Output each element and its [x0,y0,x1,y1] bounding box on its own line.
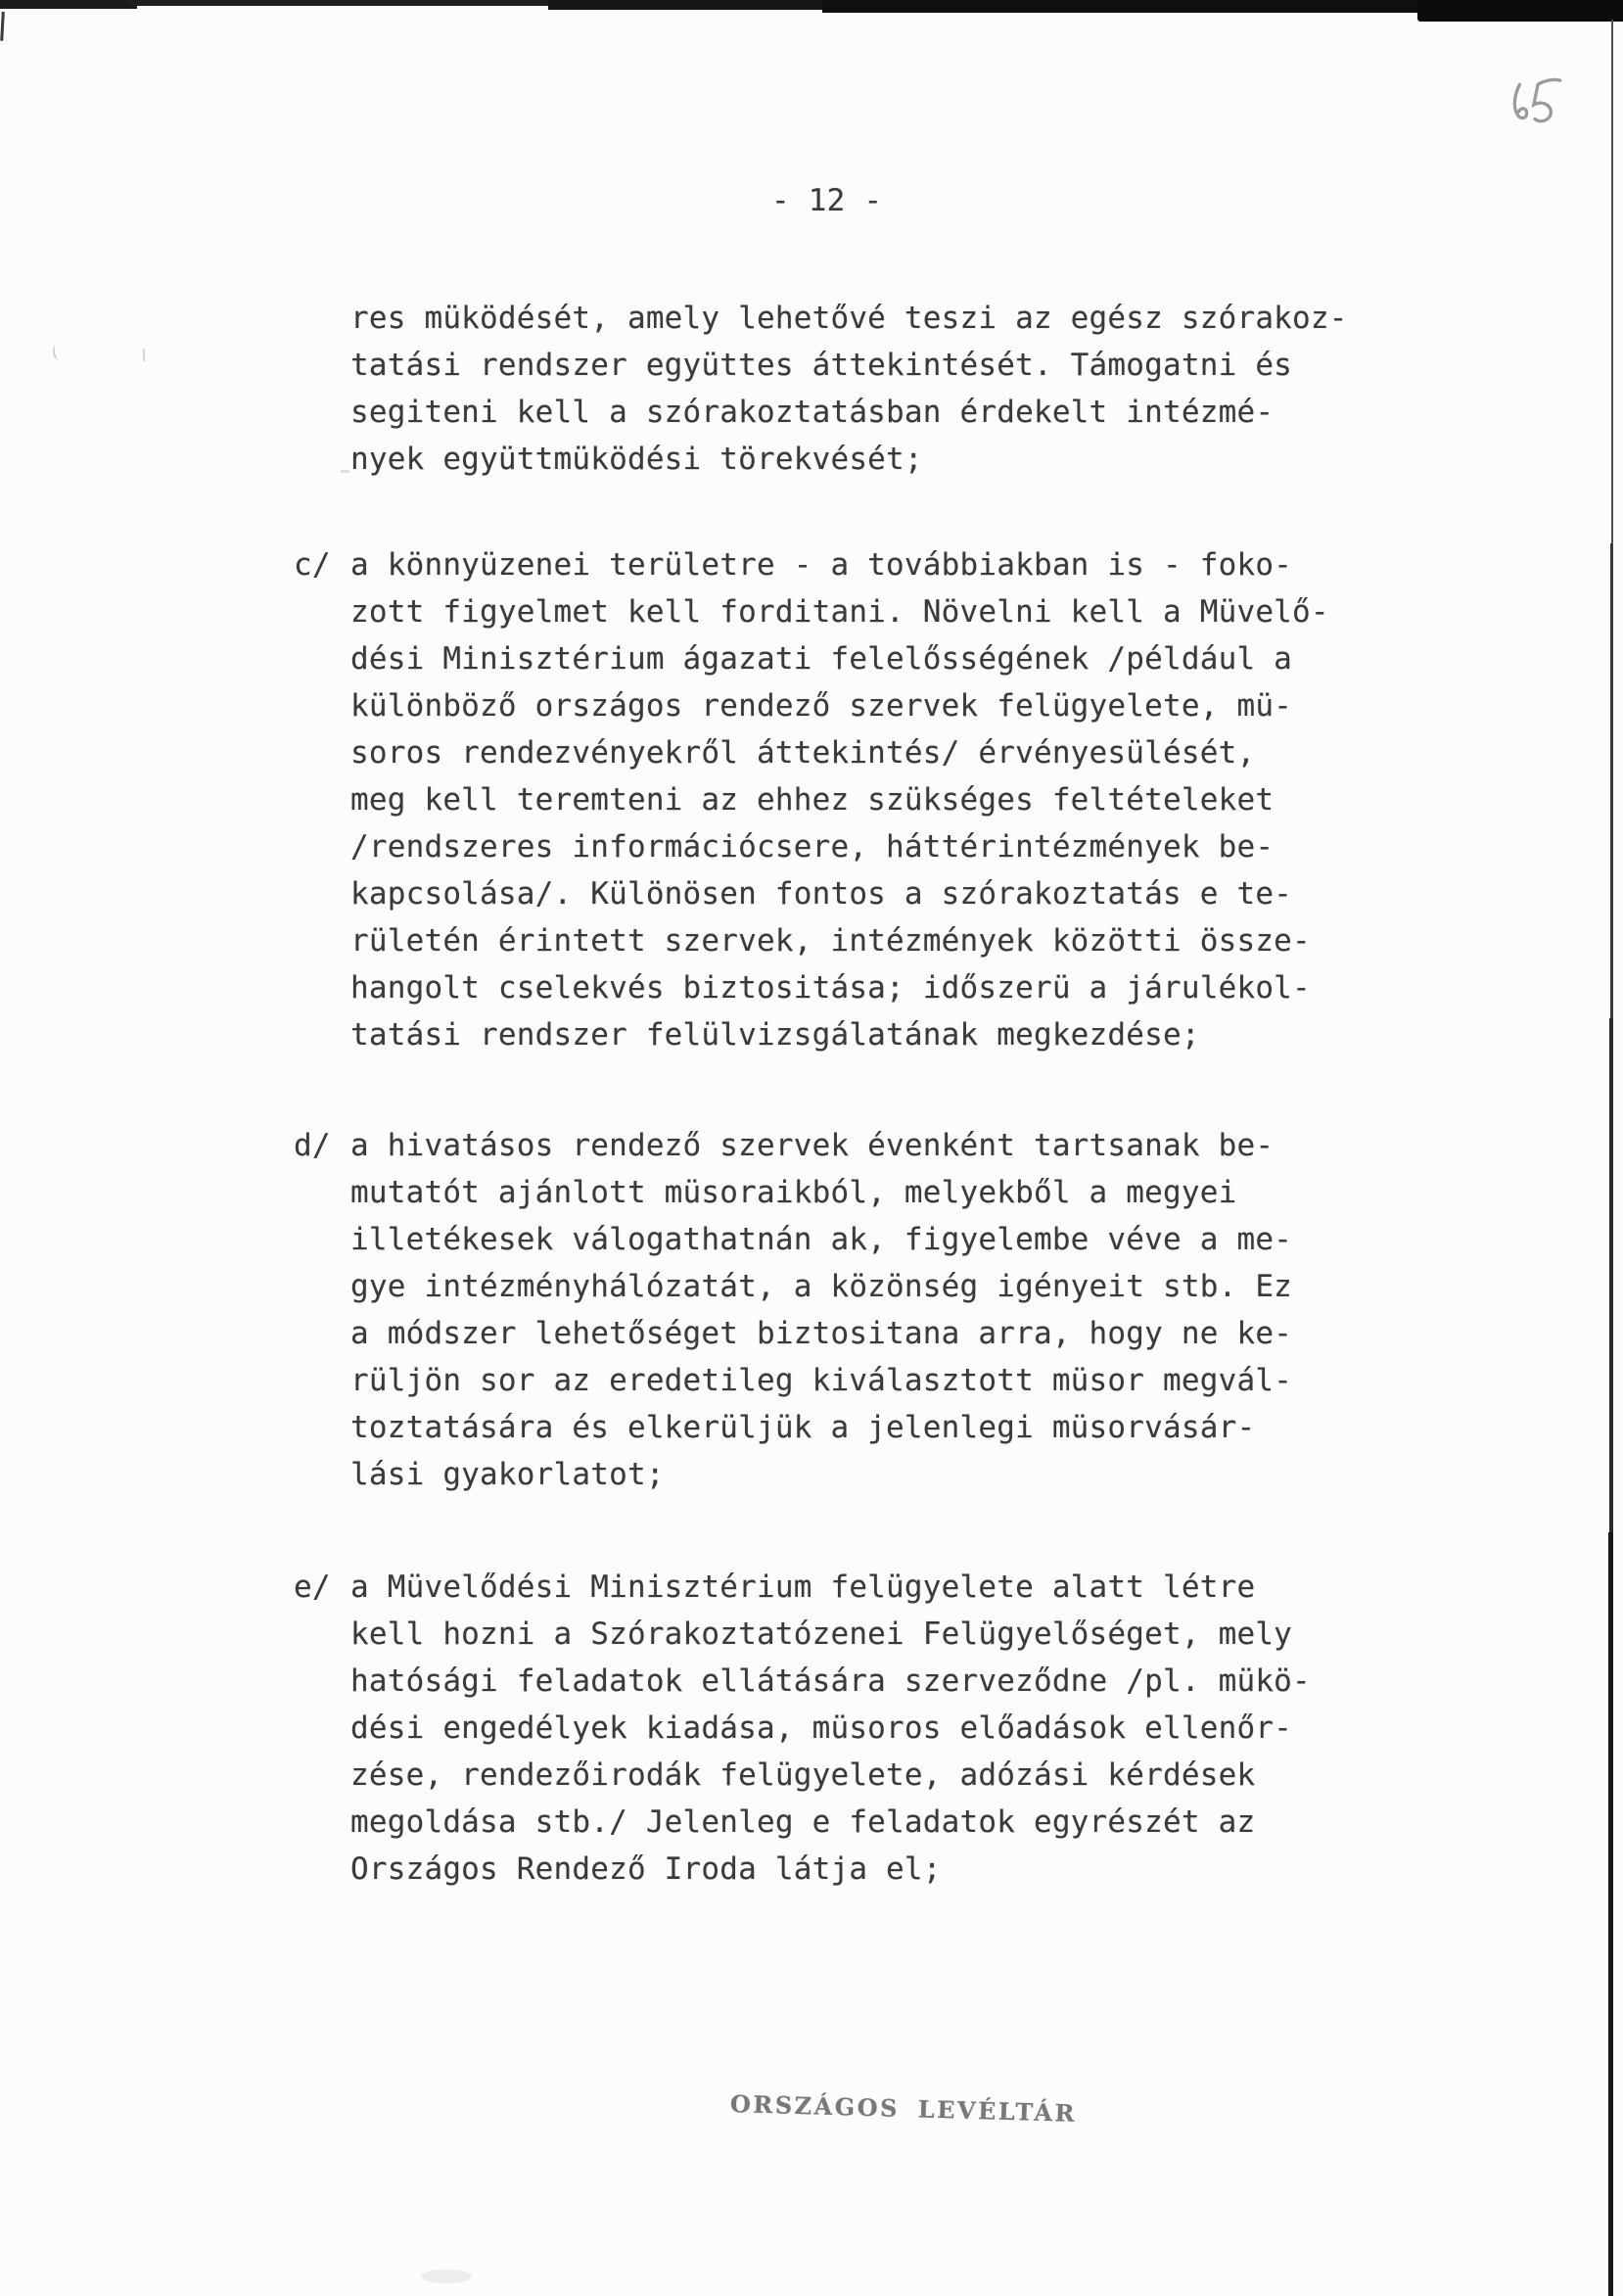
text-line: meg kell teremteni az ehhez szükséges feltételeket [350,782,1275,818]
section-d [294,1122,1292,1498]
section-lines [350,1564,1311,1893]
text-line: dési Minisztérium ágazati felelősségének /például a [350,641,1293,677]
text-line: soros rendezvényekről áttekintés/ érvényesülését, [350,735,1256,771]
text-line: a könnyüzenei területre - a továbbiakban is - foko- [350,547,1293,583]
text-line: kapcsolása/. Különösen fontos a szórakoztatás e te- [350,876,1293,912]
section-label: c/ [294,547,331,583]
pencil-stroke [1514,84,1526,117]
text-line: zése, rendezőirodák felügyelete, adózási kérdések [350,1757,1256,1793]
section-label: d/ [294,1128,331,1163]
section-c [294,541,1329,1058]
scan-right-edge-line [1609,1018,1613,1532]
text-line: tatási rendszer felülvizsgálatának megkezdése; [350,1017,1200,1053]
text-line: nyek együttmüködési törekvését; [350,442,923,477]
text-line: zott figyelmet kell forditani. Növelni kell a Müvelő- [350,594,1329,630]
text-line: hatósági feladatok ellátására szerveződne /pl. mükö- [350,1663,1311,1699]
text-line: Országos Rendező Iroda látja el; [350,1851,942,1887]
text-line: a módszer lehetőséget biztositana arra, hogy ne ke- [350,1316,1293,1351]
section-lines [350,1122,1292,1498]
text-line: illetékesek válogathatnán ak, figyelembe véve a me- [350,1222,1293,1257]
text-line: /rendszeres információcsere, háttérintézmények be- [350,829,1275,865]
handwritten-page-number [1506,74,1570,135]
scan-top-edge-bar [0,0,137,9]
scan-speck [51,344,64,361]
scan-speck [143,349,145,361]
scan-corner-mark [0,12,5,41]
scan-right-edge-line [1608,1532,1613,2296]
scan-top-edge-bar [127,0,563,6]
text-line: segiteni kell a szórakoztatásban érdekelt intézmé- [350,395,1275,430]
text-line: lási gyakorlatot; [350,1457,665,1492]
scan-right-edge-line [1611,20,1613,543]
text-line: a Müvelődési Minisztérium felügyelete alatt létre [350,1570,1256,1605]
scan-right-edge-line [1610,543,1613,1018]
text-line: a hivatásos rendező szervek évenként tartsanak be- [350,1128,1275,1163]
section-label: e/ [294,1570,331,1605]
scan-top-edge-bar [822,0,1429,13]
pencil-stroke [1534,79,1560,120]
scan-speck [341,470,349,473]
text-line: kell hozni a Szórakoztatózenei Felügyelőséget, mely [350,1617,1293,1652]
text-line: rüljön sor az eredetileg kiválasztott müsor megvál- [350,1363,1293,1398]
text-line: dési engedélyek kiadása, müsoros előadások ellenőr- [350,1710,1293,1746]
text-line: hangolt cselekvés biztositása; időszerü a járulékol- [350,970,1311,1006]
section-e [294,1564,1311,1893]
page-number: - 12 - [771,183,883,218]
text-line: gye intézményhálózatát, a közönség igényeit stb. Ez [350,1269,1293,1304]
text-line: toztatására és elkerüljük a jelenlegi müsorvásár- [350,1410,1256,1445]
text-line: megoldása stb./ Jelenleg e feladatok egyrészét az [350,1804,1256,1840]
text-line: rületén érintett szervek, intézmények közötti össze- [350,923,1311,959]
text-line: mutatót ajánlott müsoraikból, melyekből a megyei [350,1175,1237,1210]
archive-stamp: ORSZÁGOS LEVÉLTÁR [729,2089,1078,2128]
scan-top-corner-blot [1417,0,1623,22]
intro-paragraph [350,295,1348,483]
scan-smudge [421,2270,472,2283]
text-line: res müködését, amely lehetővé teszi az egész szórakoz- [350,301,1348,336]
text-line: tatási rendszer együttes áttekintését. Támogatni és [350,348,1293,383]
text-line: különböző országos rendező szervek felügyelete, mü- [350,688,1293,724]
section-lines [350,541,1329,1058]
scan-top-edge-bar [548,0,832,10]
